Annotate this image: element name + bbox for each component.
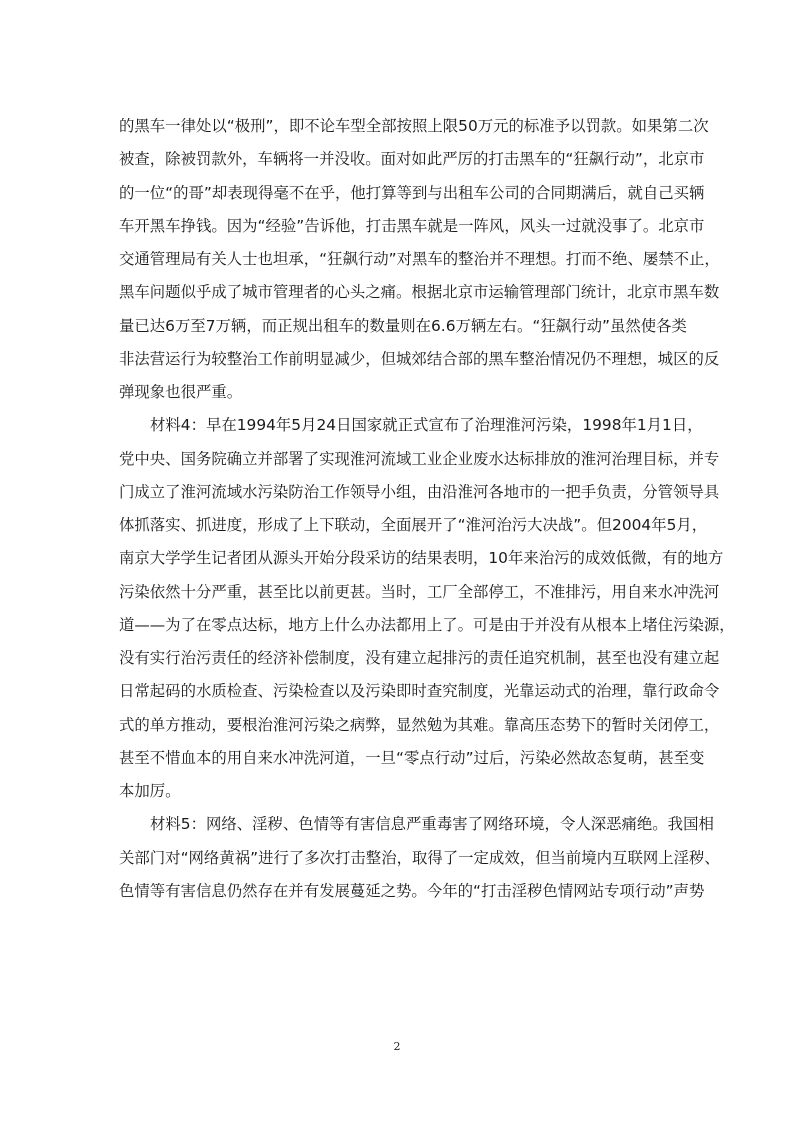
text-line: 量已达6万至7万辆，而正规出租车的数量则在6.6万辆左右。“狂飙行动”虽然使各类 xyxy=(119,316,687,335)
text-line: 非法营运行为较整治工作前明显减少，但城郊结合部的黑车整治情况仍不理想，城区的反 xyxy=(119,349,720,368)
text-line: 道——为了在零点达标，地方上什么办法都用上了。可是由于并没有从根本上堵住污染源， xyxy=(119,615,735,634)
paragraph-material-5 xyxy=(119,808,720,908)
text-line: 甚至不惜血本的用自来水冲洗河道，一旦“零点行动”过后，污染必然故态复萌，甚至变 xyxy=(119,748,705,767)
text-line: 本加厉。 xyxy=(119,782,181,800)
text-line: 弹现象也很严重。 xyxy=(119,383,243,401)
text-line: 日常起码的水质检查、污染检查以及污染即时查究制度，光靠运动式的治理，靠行政命令 xyxy=(119,682,720,701)
paragraph-material-4 xyxy=(119,409,735,808)
text-line: 材料4：早在1994年5月24日国家就正式宣布了治理淮河污染，1998年1月1日， xyxy=(150,416,703,435)
text-line: 车开黑车挣钱。因为“经验”告诉他，打击黑车就是一阵风，风头一过就没事了。北京市 xyxy=(119,216,705,235)
text-line: 交通管理局有关人士也坦承，“狂飙行动”对黑车的整治并不理想。打而不绝、屡禁不止， xyxy=(119,250,720,268)
text-line: 没有实行治污责任的经济补偿制度，没有建立起排污的责任追究机制，甚至也没有建立起 xyxy=(119,649,720,667)
text-line: 门成立了淮河流域水污染防治工作领导小组，由沿淮河各地市的一把手负责，分管领导具 xyxy=(119,482,720,501)
document-body xyxy=(119,110,735,908)
text-line: 污染依然十分严重，甚至比以前更甚。当时，工厂全部停工，不准排污，用自来水冲洗河 xyxy=(119,582,720,601)
text-line: 色情等有害信息仍然存在并有发展蔓延之势。今年的“打击淫秽色情网站专项行动”声势 xyxy=(119,881,705,900)
text-line: 式的单方推动，要根治淮河污染之病弊，显然勉为其难。靠高压态势下的暂时关闭停工， xyxy=(119,715,720,734)
text-line: 的黑车一律处以“极刑”，即不论车型全部按照上限50万元的标准予以罚款。如果第二次 xyxy=(119,117,709,135)
text-line: 南京大学学生记者团从源头开始分段采访的结果表明，10年来治污的成效低微，有的地方 xyxy=(119,549,724,568)
text-line: 材料5：网络、淫秽、色情等有害信息严重毒害了网络环境，令人深恶痛绝。我国相 xyxy=(150,815,714,834)
text-line: 党中央、国务院确立并部署了实现淮河流域工业企业废水达标排放的淮河治理目标，并专 xyxy=(119,449,720,468)
text-line: 被查，除被罚款外，车辆将一并没收。面对如此严厉的打击黑车的“狂飙行动”，北京市 xyxy=(119,150,705,169)
text-line: 的一位“的哥”却表现得毫不在乎，他打算等到与出租车公司的合同期满后，就自己买辆 xyxy=(119,183,705,202)
text-line: 关部门对“网络黄祸”进行了多次打击整治，取得了一定成效，但当前境内互联网上淫秽、 xyxy=(119,848,720,867)
page-number: 2 xyxy=(393,1040,401,1053)
paragraph-black-taxi xyxy=(119,110,720,409)
text-line: 黑车问题似乎成了城市管理者的心头之痛。根据北京市运输管理部门统计，北京市黑车数 xyxy=(119,283,720,302)
text-line: 体抓落实、抓进度，形成了上下联动，全面展开了“淮河治污大决战”。但2004年5月， xyxy=(119,516,708,534)
